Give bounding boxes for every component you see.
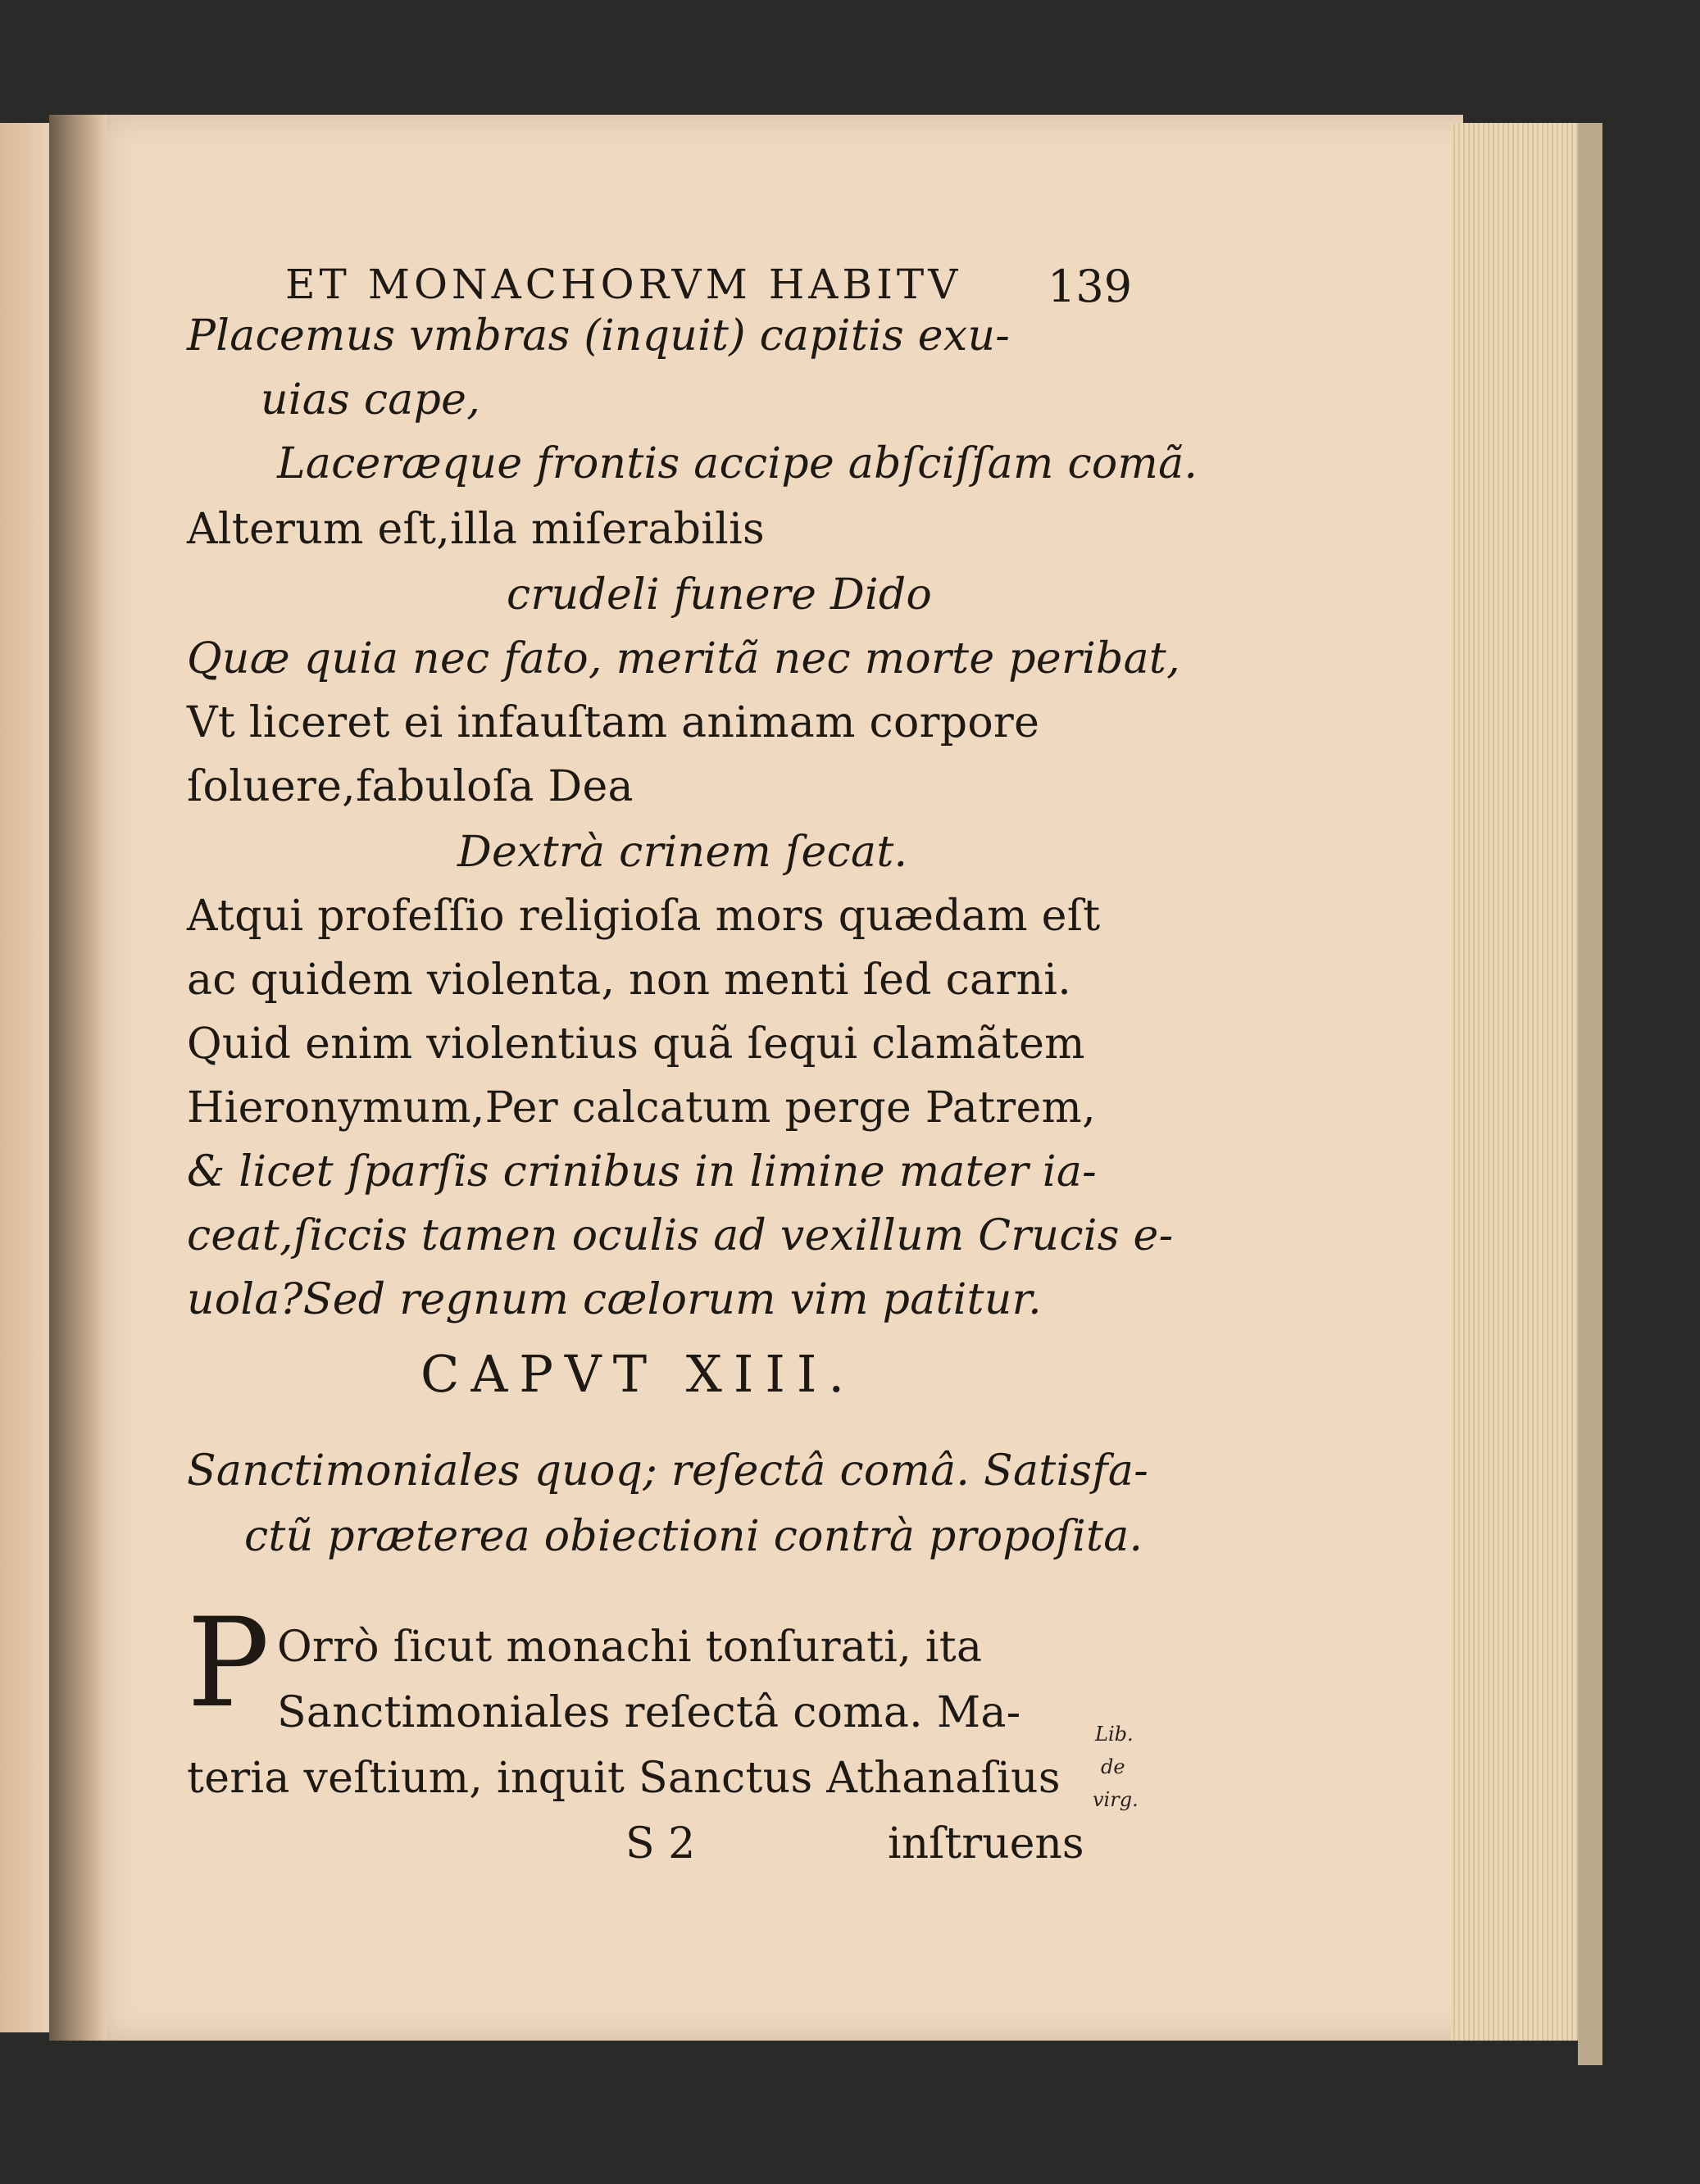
text-line: ac quidem violenta, non menti ſed carni.	[187, 956, 1072, 1005]
margin-note: Lib.	[1095, 1723, 1134, 1746]
text-line: ſoluere,fabuloſa Dea	[187, 762, 634, 811]
text-line: Orrò ſicut monachi tonſurati, ita	[277, 1623, 983, 1672]
drop-capital: P	[187, 1592, 270, 1735]
chapter-summary-line: Sanctimoniales quoq; reſectâ comâ. Satisfa-	[187, 1446, 1149, 1496]
margin-note: de	[1101, 1755, 1125, 1778]
text-line: teria veſtium, inquit Sanctus Athanaſius	[187, 1754, 1061, 1803]
text-line: Quid enim violentius quã ſequi clamãtem	[187, 1019, 1085, 1069]
page-edges	[1451, 123, 1590, 2041]
signature-mark: S 2	[625, 1819, 696, 1868]
text-line: ceat,ſiccis tamen oculis ad vexillum Crucis e-	[187, 1211, 1174, 1260]
text-line: Atqui profeſſio religioſa mors quædam eſt	[187, 892, 1101, 941]
catchword: inſtruens	[888, 1819, 1084, 1868]
text-line: crudeli funere Dido	[507, 570, 933, 620]
text-line: Dextrà crinem ſecat.	[457, 828, 908, 877]
running-title: ET MONACHORVM HABITV	[285, 261, 962, 308]
text-line: Placemus vmbras (inquit) capitis exu-	[187, 311, 1011, 361]
text-line: uias cape,	[261, 375, 481, 425]
text-line: Laceræque frontis accipe abſciſſam comã.	[277, 439, 1198, 488]
text-line: Alterum eſt,illa miſerabilis	[187, 505, 765, 554]
chapter-summary-line: ctũ præterea obiectioni contrà propoſita.	[244, 1512, 1143, 1561]
text-line: Hieronymum,Per calcatum perge Patrem,	[187, 1083, 1096, 1133]
text-line: Quæ quia nec fato, meritã nec morte peribat,	[187, 634, 1180, 683]
page-gutter	[49, 115, 107, 2041]
chapter-heading: CAPVT XIII.	[420, 1344, 857, 1404]
text-line: Vt liceret ei infauſtam animam corpore	[187, 698, 1040, 747]
text-line: Sanctimoniales reſectâ coma. Ma-	[277, 1688, 1021, 1737]
text-line: uola?Sed regnum cælorum vim patitur.	[187, 1275, 1042, 1324]
book-cover-edge	[1578, 123, 1602, 2065]
page-number: 139	[1048, 261, 1133, 312]
text-line: & licet ſparſis crinibus in limine mater ia-	[187, 1147, 1098, 1196]
margin-note: virg.	[1093, 1788, 1139, 1811]
